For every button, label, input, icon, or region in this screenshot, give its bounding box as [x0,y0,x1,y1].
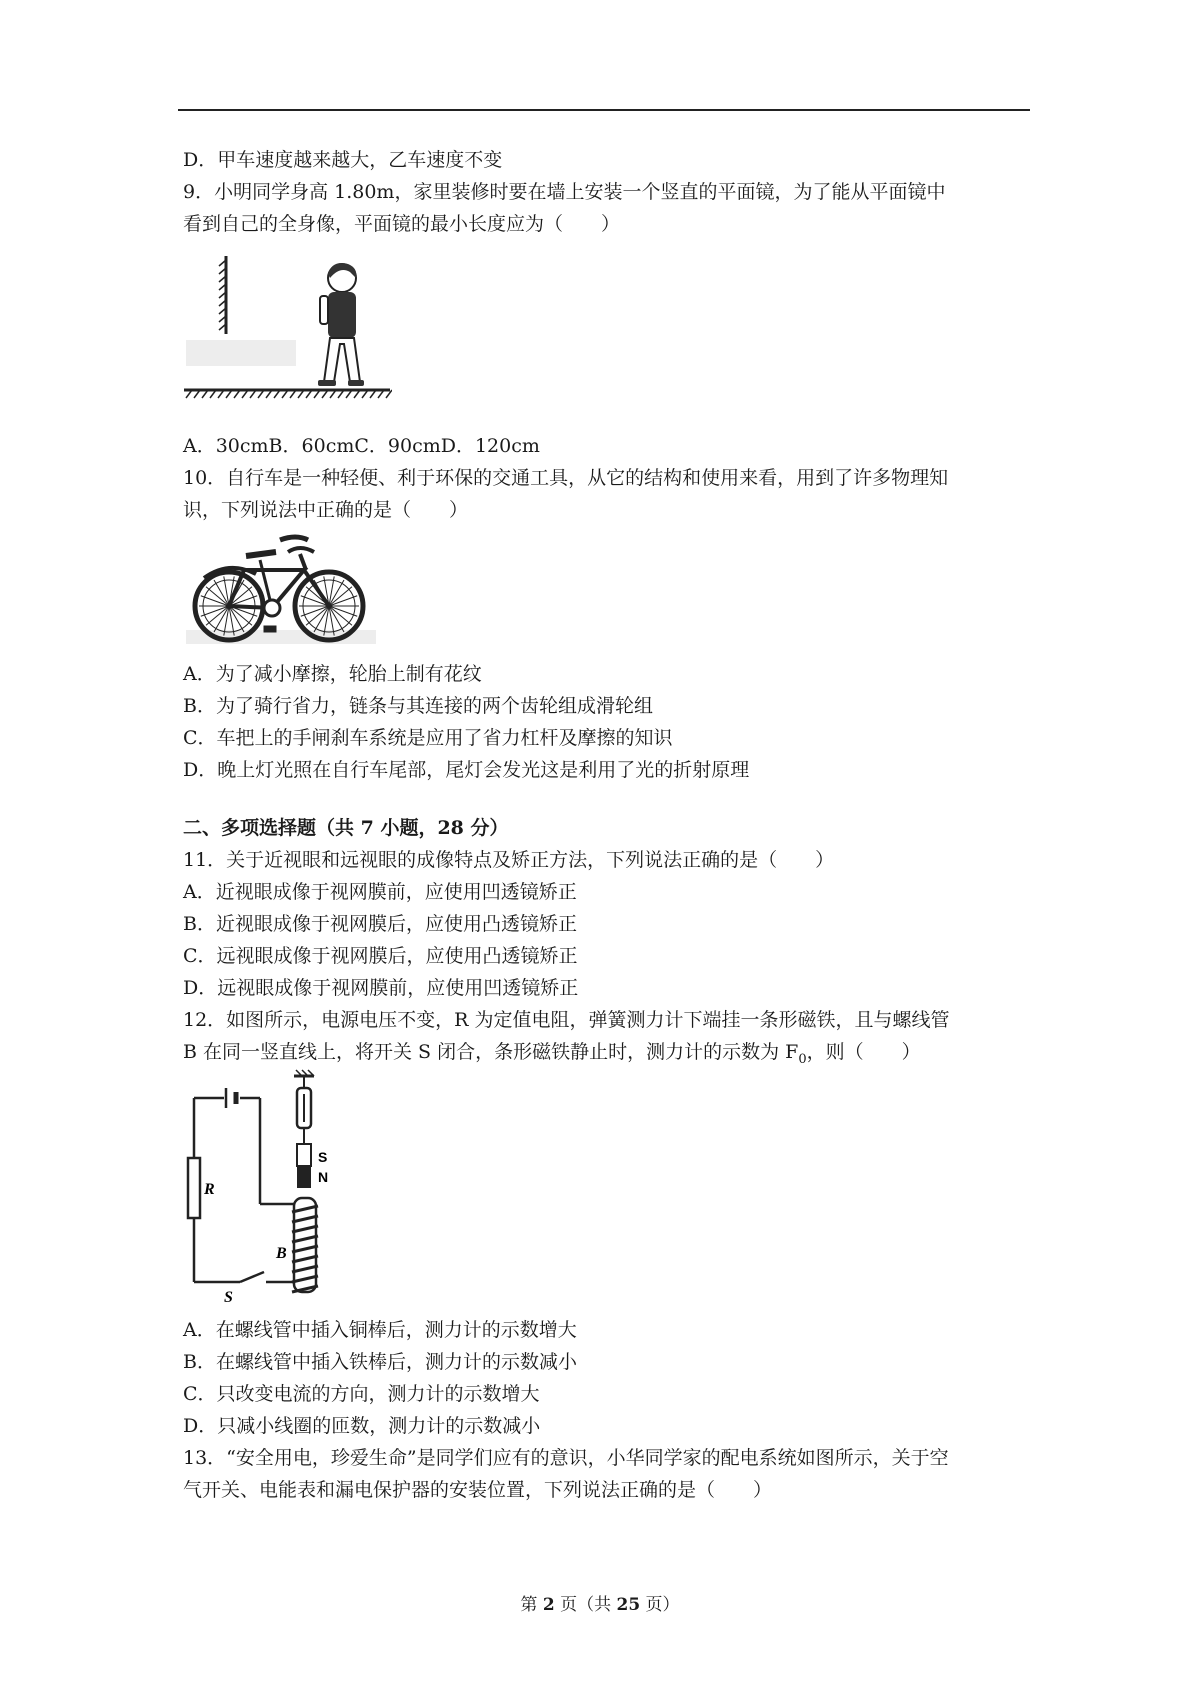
footer-mid: 页（共 [554,1595,617,1615]
line-text: C．车把上的手闸刹车系统是应用了省力杠杆及摩擦的知识 [183,727,673,749]
floor [184,390,392,398]
line-text: C．远视眼成像于视网膜后，应使用凸透镜矫正 [183,945,578,967]
text-line-q13_1 [183,1446,949,1470]
line-text: D．远视眼成像于视网膜前，应使用凹透镜矫正 [183,977,579,999]
boy-figure [318,263,364,386]
text-line-q12_b [183,1350,577,1374]
circuit-figure [184,1068,344,1308]
line-text: A．近视眼成像于视网膜前，应使用凹透镜矫正 [183,881,577,903]
text-line-q9_1 [183,180,945,204]
solenoid-b [292,1198,318,1292]
text-line-q13_2 [183,1478,772,1502]
bar-magnet [297,1144,311,1188]
header-rule [178,109,1030,111]
text-line-q10_2 [183,498,468,522]
text-line-q10_d [183,758,749,782]
line-text: B．近视眼成像于视网膜后，应使用凸透镜矫正 [183,913,577,935]
text-line-q9_2 [183,212,620,236]
bicycle-figure [184,530,384,650]
text-line-q11 [183,848,834,872]
spring-scale [294,1070,314,1144]
label-r: R [204,1181,215,1198]
text-line-q11_c [183,944,578,968]
line-text: B．在螺线管中插入铁棒后，测力计的示数减小 [183,1351,577,1373]
text-line-q11_b [183,912,577,936]
subscript: 0 [798,1051,807,1067]
footer-suffix: 页） [640,1595,680,1615]
resistor-r [188,1158,200,1218]
line-text: D．只减小线圈的匝数，测力计的示数减小 [183,1415,541,1437]
line-text: 9．小明同学身高 1.80m，家里装修时要在墙上安装一个竖直的平面镜，为了能从平面镜中 [183,181,946,203]
text-line-q12_1 [183,1008,950,1032]
text-line-q10_c [183,726,673,750]
label-b: B [276,1245,287,1262]
text-line-q12_c [183,1382,540,1406]
text-line-q9_opts [183,434,540,458]
label-switch-s: S [224,1289,233,1306]
label-magnet-n: N [318,1169,329,1185]
line-text: D．甲车速度越来越大，乙车速度不变 [183,149,503,171]
line-text: 11．关于近视眼和远视眼的成像特点及矫正方法，下列说法正确的是（ ） [183,849,835,871]
footer-prefix: 第 [520,1595,543,1615]
line-text: B 在同一竖直线上，将开关 S 闭合，条形磁铁静止时，测力计的示数为 F [183,1041,799,1063]
text-line-q10_1 [183,466,948,490]
line-tail: ，则（ ） [806,1041,921,1063]
page-footer [0,1590,1200,1615]
text-line-sec2 [183,816,509,840]
line-text: 识，下列说法中正确的是（ ） [183,499,469,521]
line-text: 13．“安全用电，珍爱生命”是同学们应有的意识，小华同学家的配电系统如图所示，关于空 [183,1447,949,1469]
line-text: A．为了减小摩擦，轮胎上制有花纹 [183,663,482,685]
bicycle-icon [195,537,363,640]
text-line-q10_a [183,662,482,686]
battery-icon [226,1088,236,1108]
line-text: 看到自己的全身像，平面镜的最小长度应为（ ） [183,213,621,235]
line-text: D．晚上灯光照在自行车尾部，尾灯会发光这是利用了光的折射原理 [183,759,750,781]
line-text: 10．自行车是一种轻便、利于环保的交通工具，从它的结构和使用来看，用到了许多物理知 [183,467,949,489]
text-line-q12_d [183,1414,540,1438]
line-text: 二、多项选择题（共 7 小题，28 分） [183,817,509,839]
line-text: A．在螺线管中插入铜棒后，测力计的示数增大 [183,1319,577,1341]
text-line-q8_d [183,148,502,172]
footer-total-pages: 25 [616,1595,641,1615]
text-line-q12_a [183,1318,577,1342]
wall-mirror [219,256,226,334]
line-text: B．为了骑行省力，链条与其连接的两个齿轮组成滑轮组 [183,695,653,717]
text-line-q10_b [183,694,653,718]
line-text: C．只改变电流的方向，测力计的示数增大 [183,1383,540,1405]
line-text: 12．如图所示，电源电压不变，R 为定值电阻，弹簧测力计下端挂一条形磁铁，且与螺线管 [183,1009,950,1031]
label-magnet-s: S [318,1149,328,1165]
line-text: A．30cmB．60cmC．90cmD．120cm [183,435,540,457]
text-line-q11_d [183,976,578,1000]
text-line-q11_a [183,880,577,904]
line-text: 气开关、电能表和漏电保护器的安装位置，下列说法正确的是（ ） [183,1479,773,1501]
footer-page-number: 2 [542,1595,555,1615]
mirror-figure [182,256,392,416]
